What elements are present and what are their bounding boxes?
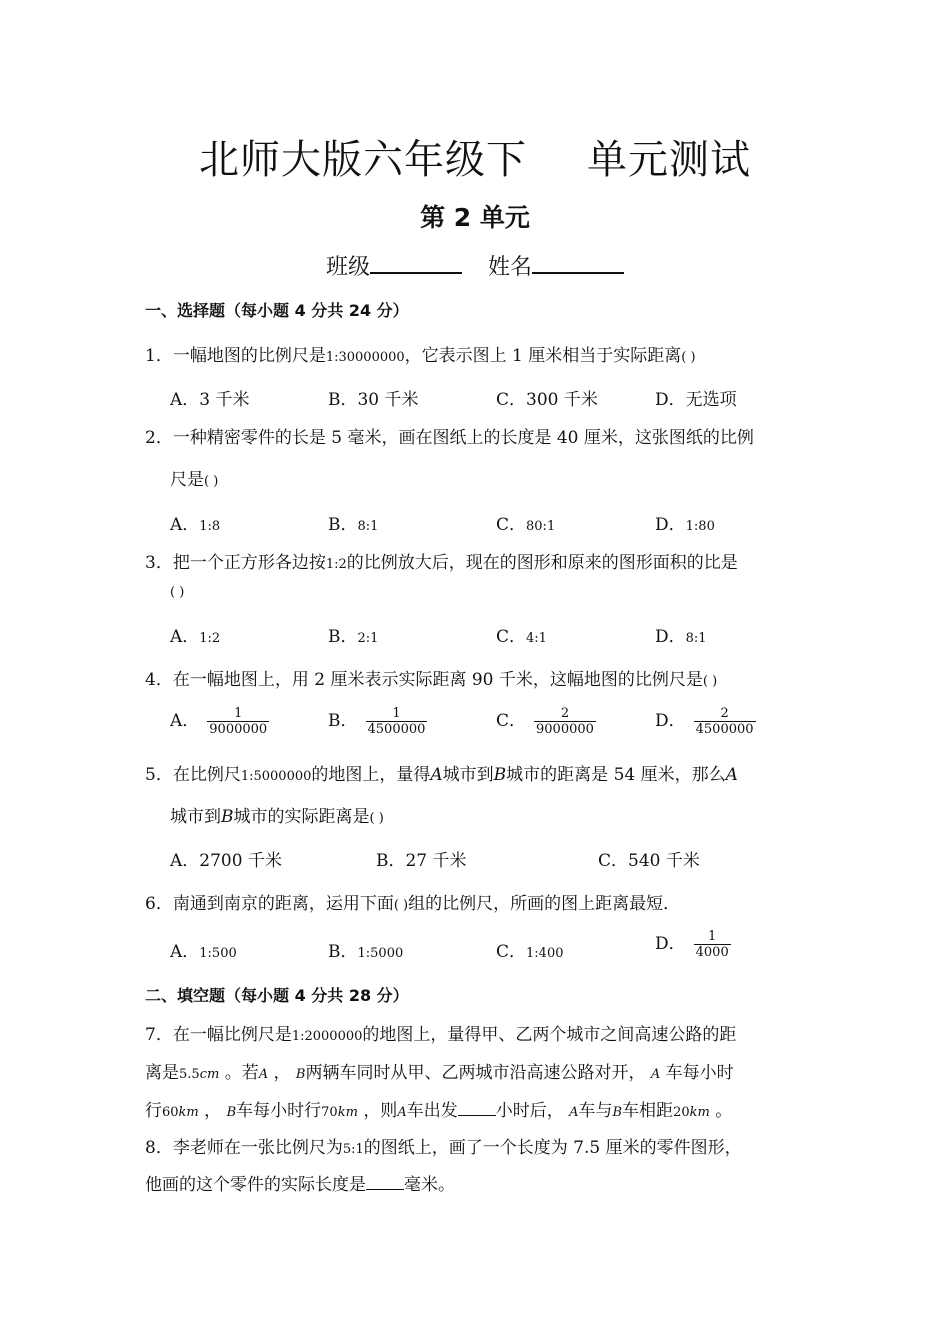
class-name-row — [0, 250, 950, 281]
question-3-paren: ( ) — [170, 585, 185, 600]
q5-option-b: B．27 千米 — [376, 851, 467, 871]
q4-option-c: C． $\frac{2}{9000000}$ — [496, 706, 594, 737]
question-7: 7．在一幅比例尺是1:2000000的地图上，量得甲、乙两个城市之间高速公路的距 — [145, 1025, 737, 1045]
q5-option-c: C．540 千米 — [598, 851, 700, 871]
section-fill-title: 二、填空题（每小题 4 分共 28 分） — [145, 986, 409, 1005]
q2-option-d: D．1:80 — [655, 515, 715, 535]
question-7-line3: 行60km ， B车每小时行70km ，则A车出发 小时后， A车与B车相距20km 。 — [145, 1101, 733, 1121]
q1-option-c: C．300 千米 — [496, 390, 598, 410]
q2-option-c: C．80:1 — [496, 515, 556, 535]
q6-option-d: D． $\frac{1}{4000}$ — [655, 929, 729, 960]
q3-option-a: A．1:2 — [170, 627, 221, 647]
q3-option-d: D．8:1 — [655, 627, 707, 647]
question-7-line2: 离是5.5cm 。若A ， B两辆车同时从甲、乙两城市沿高速公路对开， A 车每小时 — [145, 1063, 734, 1083]
q6-option-a: A．1:500 — [170, 942, 237, 962]
question-2: 2．一种精密零件的长是 5 毫米，画在图纸上的长度是 40 厘米，这张图纸的比例 — [145, 428, 754, 448]
class-blank[interactable] — [370, 252, 462, 274]
question-5-cont: 城市到B城市的实际距离是( ) — [170, 807, 384, 827]
section-choice-title: 一、选择题（每小题 4 分共 24 分） — [145, 301, 409, 320]
question-2-cont: 尺是( ) — [170, 470, 219, 490]
q3-option-c: C．4:1 — [496, 627, 547, 647]
q1-option-a: A．3 千米 — [170, 390, 250, 410]
q1-option-b: B．30 千米 — [328, 390, 419, 410]
question-8: 8．李老师在一张比例尺为5:1的图纸上，画了一个长度为 7.5 厘米的零件图形， — [145, 1138, 742, 1158]
q4-option-b: B． $\frac{1}{4500000}$ — [328, 706, 426, 737]
q6-option-b: B．1:5000 — [328, 942, 404, 962]
question-4: 4．在一幅地图上，用 2 厘米表示实际距离 90 千米，这幅地图的比例尺是( ) — [145, 670, 718, 690]
question-6: 6．南通到南京的距离，运用下面( )组的比例尺，所画的图上距离最短． — [145, 894, 681, 914]
page-title: 北师大版六年级下 单元测试 — [199, 137, 751, 183]
question-3: 3．把一个正方形各边按1:2的比例放大后，现在的图形和原来的图形面积的比是 — [145, 553, 738, 573]
q2-option-a: A．1:8 — [170, 515, 221, 535]
question-8-line2: 他画的这个零件的实际长度是 毫米。 — [145, 1175, 455, 1195]
name-label: 姓名 — [488, 255, 533, 280]
q6-option-c: C．1:400 — [496, 942, 564, 962]
q8-answer-blank[interactable] — [366, 1175, 404, 1190]
class-label: 班级 — [325, 255, 370, 280]
unit-subtitle: 第 2 单元 — [420, 203, 530, 232]
q4-option-a: A． $\frac{1}{9000000}$ — [170, 706, 268, 737]
question-1: 1．一幅地图的比例尺是1:30000000，它表示图上 1 厘米相当于实际距离( ) — [145, 346, 696, 366]
q3-option-b: B．2:1 — [328, 627, 379, 647]
q5-option-a: A．2700 千米 — [170, 851, 282, 871]
q1-option-d: D．无选项 — [655, 390, 737, 410]
name-blank[interactable] — [532, 252, 624, 274]
q7-answer-blank[interactable] — [458, 1101, 496, 1116]
q4-option-d: D． $\frac{2}{4500000}$ — [655, 706, 754, 737]
question-5: 5．在比例尺1:5000000的地图上，量得A城市到B城市的距离是 54 厘米，那么A — [145, 765, 738, 785]
q2-option-b: B．8:1 — [328, 515, 379, 535]
